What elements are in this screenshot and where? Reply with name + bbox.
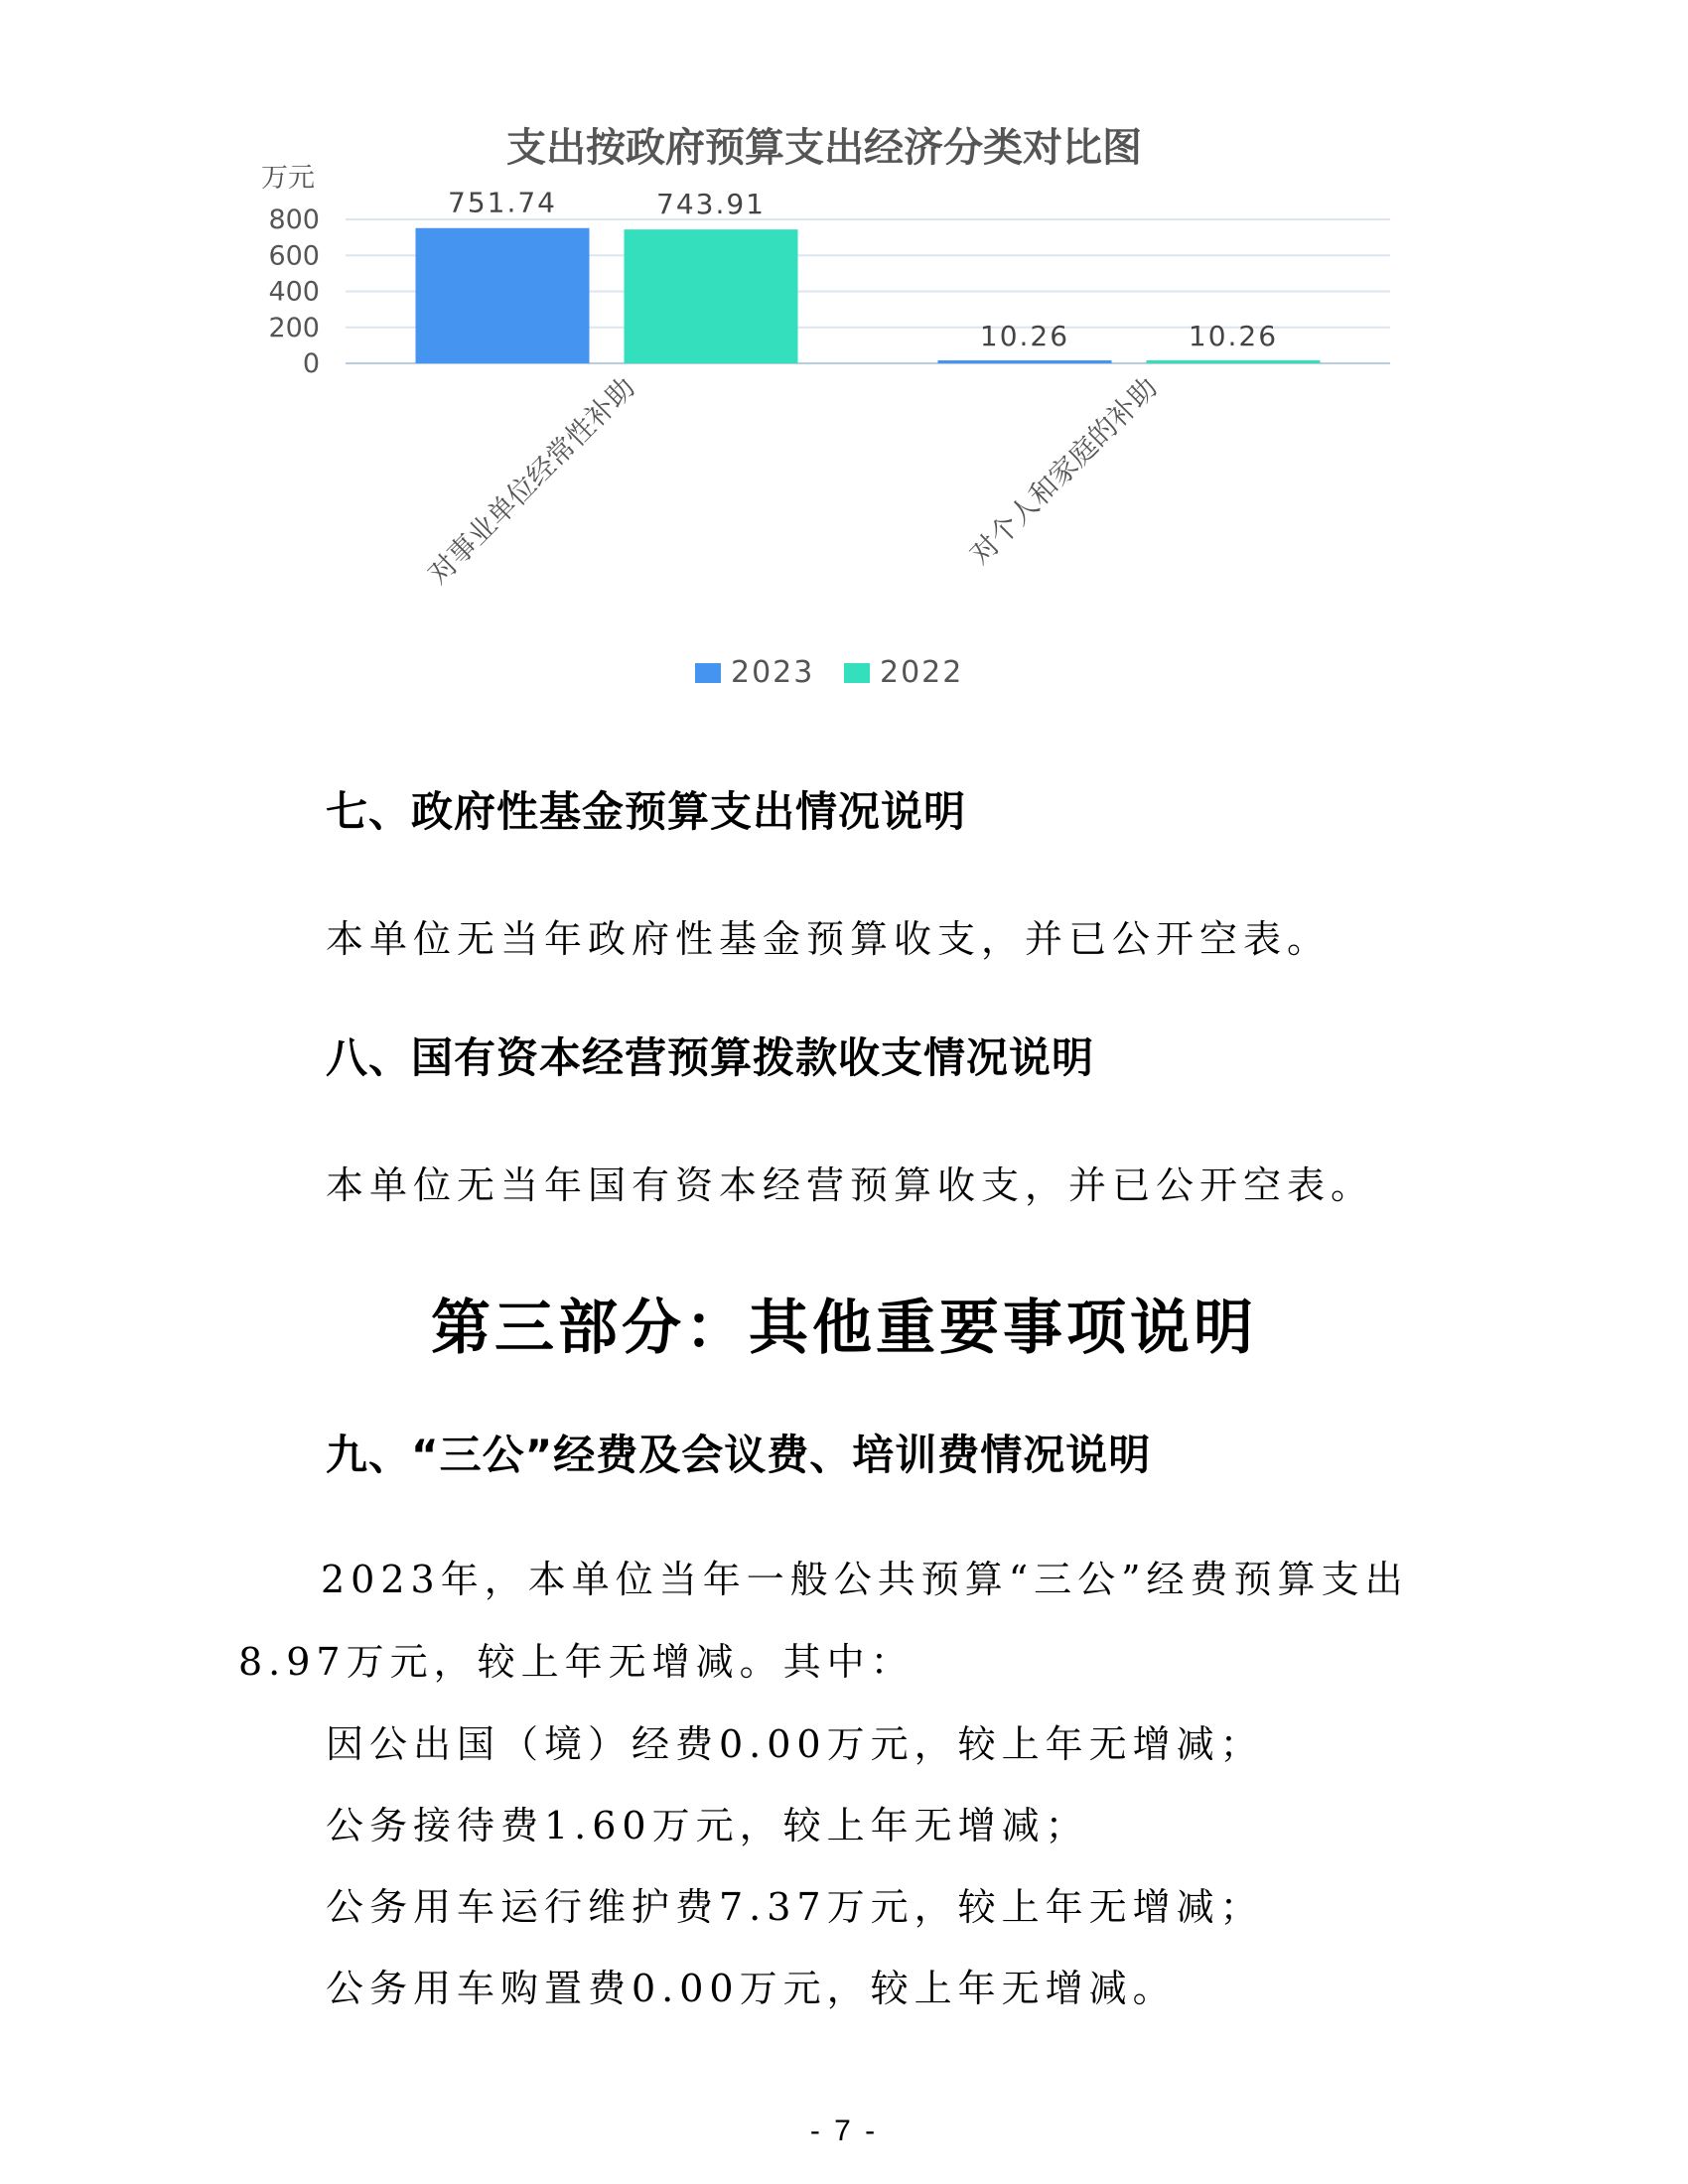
legend-swatch xyxy=(844,663,870,683)
bar xyxy=(1147,360,1321,363)
legend-label: 2023 xyxy=(731,655,815,690)
bar xyxy=(938,360,1112,363)
section-7-body: 本单位无当年政府性基金预算收支，并已公开空表。 xyxy=(326,917,1332,961)
data-label: 10.26 xyxy=(979,320,1070,353)
section-9-item-vehicle-operation: 公务用车运行维护费7.37万元，较上年无增减； xyxy=(326,1885,1264,1929)
bar xyxy=(416,228,590,363)
data-label: 751.74 xyxy=(448,186,557,219)
section-9-item-vehicle-purchase: 公务用车购置费0.00万元，较上年无增减。 xyxy=(326,1967,1177,2010)
data-label: 743.91 xyxy=(656,188,766,221)
chart-title: 支出按政府预算支出经济分类对比图 xyxy=(506,125,1142,171)
section-9-item-overseas: 因公出国（境）经费0.00万元，较上年无增减； xyxy=(326,1722,1264,1766)
expenditure-comparison-chart xyxy=(0,0,1688,735)
y-axis-unit-label: 万元 xyxy=(261,163,315,194)
section-8-heading: 八、国有资本经营预算拨款收支情况说明 xyxy=(326,1033,1095,1082)
x-category-label: 对个人和家庭的补助 xyxy=(963,370,1164,572)
legend-swatch xyxy=(695,663,721,683)
section-9-item-reception: 公务接待费1.60万元，较上年无增减； xyxy=(326,1804,1089,1847)
section-9-paragraph-line1: 2023年，本单位当年一般公共预算“三公”经费预算支出 xyxy=(321,1558,1409,1601)
bar xyxy=(625,229,798,363)
section-8-body: 本单位无当年国有资本经营预算收支，并已公开空表。 xyxy=(326,1163,1375,1207)
section-9-paragraph-line2: 8.97万元，较上年无增减。其中： xyxy=(238,1640,914,1684)
y-tick-label: 800 xyxy=(268,205,320,235)
section-9-heading: 九、“三公”经费及会议费、培训费情况说明 xyxy=(326,1431,1152,1479)
y-tick-label: 200 xyxy=(268,312,320,343)
part-3-title: 第三部分：其他重要事项说明 xyxy=(431,1294,1257,1363)
page-number: - 7 - xyxy=(809,2115,879,2147)
y-tick-label: 600 xyxy=(268,240,320,272)
data-label: 10.26 xyxy=(1188,320,1279,353)
y-tick-label: 400 xyxy=(268,276,320,308)
legend-label: 2022 xyxy=(880,655,964,690)
section-7-heading: 七、政府性基金预算支出情况说明 xyxy=(326,787,967,836)
y-tick-label: 0 xyxy=(302,348,320,379)
x-category-label: 对事业单位经常性补助 xyxy=(421,370,641,591)
